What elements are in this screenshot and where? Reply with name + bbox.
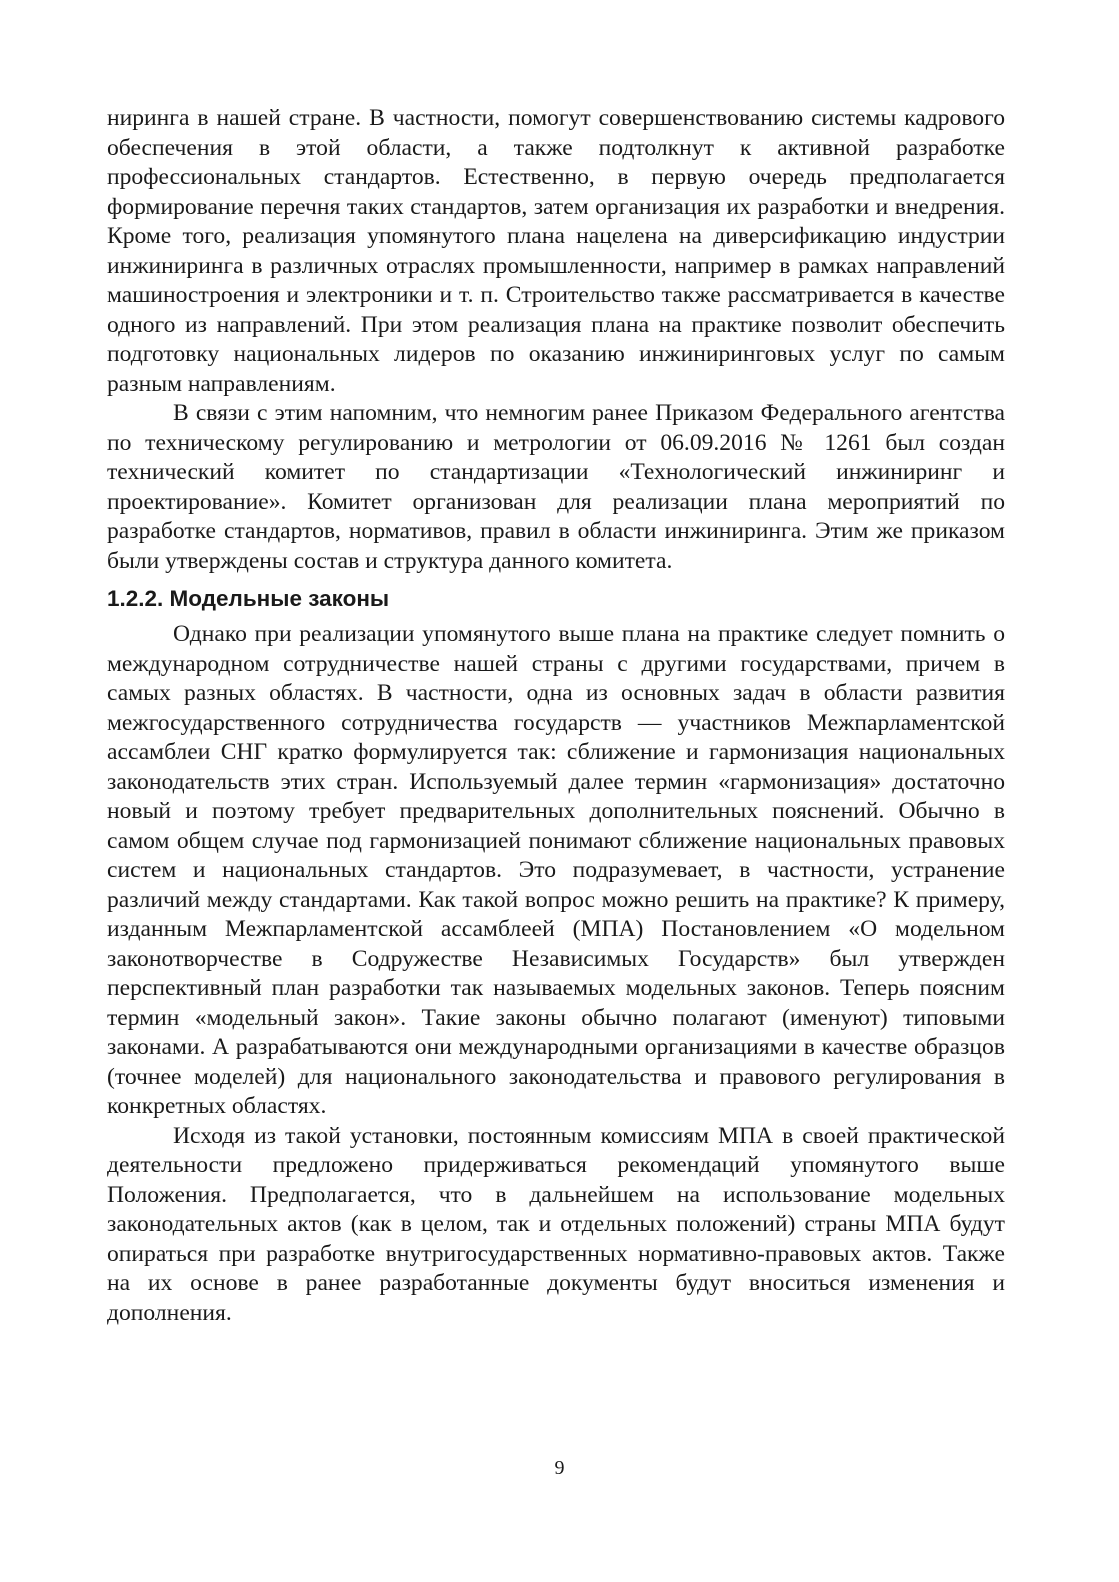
paragraph-mpa-commissions: Исходя из такой установки, постоянным комиссиям МПА в своей практической деятельности предложено придерживаться рекомендаций упомянутого выше Положения. Предполагается, что в дальнейшем на использование модельных законодательных актов (как в целом, так и отдельных положений) страны МПА будут опираться при разработке внутригосударственных нормативно-правовых актов. Также на их основе в ранее разработанные документы будут вноситься изменения и дополнения.: [107, 1122, 1005, 1326]
paragraph-harmonization: Однако при реализации упомянутого выше плана на практике следует помнить о международном сотрудничестве нашей страны с другими государствами, причем в самых разных областях. В частности, одна из основных задач в области развития межгосударственного сотрудничества государств — участников Межпарламентской ассамблеи СНГ кратко формулируется так: сближение и гармонизация национальных законодательств этих стран. Используемый далее термин «гармонизация» достаточно новый и поэтому требует предварительных дополнительных пояснений. Обычно в самом общем случае под гармонизацией понимают сближение национальных правовых систем и национальных стандартов. Это подразумевает, в частности, устранение различий между стандартами. Как такой вопрос можно решить на практике? К примеру, изданным Межпарламентской ассамблеей (МПА) Постановлением «О модельном законотворчестве в Содружестве Независимых Государств» был утвержден перспективный план разработки так называемых модельных законов. Теперь поясним термин «модельный закон». Такие законы обычно полагают (именуют) типовыми законами. А разрабатываются они международными организациями в качестве образцов (точнее моделей) для национального законодательства и правового регулирования в конкретных областях.: [107, 621, 1005, 1119]
page-number: 9: [554, 1457, 565, 1479]
paragraph-continuation: ниринга в нашей стране. В частности, помогут совершенствованию системы кадрового обеспечения в этой области, а также подтолкнут к активной разработке профессиональных стандартов. Естественно, в первую очередь предполагается формирование перечня таких стандартов, затем организация их разработки и внедрения. Кроме того, реализация упомянутого плана нацелена на диверсификацию индустрии инжиниринга в различных отраслях промышленности, например в рамках направлений машиностроения и электроники и т. п. Строительство также рассматривается в качестве одного из направлений. При этом реализация плана на практике позволит обеспечить подготовку национальных лидеров по оказанию инжиниринговых услуг по самым разным направлениям.: [107, 105, 1005, 397]
paragraph-technical-committee: В связи с этим напомним, что немногим ранее Приказом Федерального агентства по техническому регулированию и метрологии от 06.09.2016 № 1261 был создан технический комитет по стандартизации «Технологический инжиниринг и проектирование». Комитет организован для реализации плана мероприятий по разработке стандартов, нормативов, правил в области инжиниринга. Этим же приказом были утверждены состав и структура данного комитета.: [107, 400, 1005, 574]
section-heading: 1.2.2. Модельные законы: [107, 586, 390, 611]
page-body: [107, 104, 1005, 1328]
